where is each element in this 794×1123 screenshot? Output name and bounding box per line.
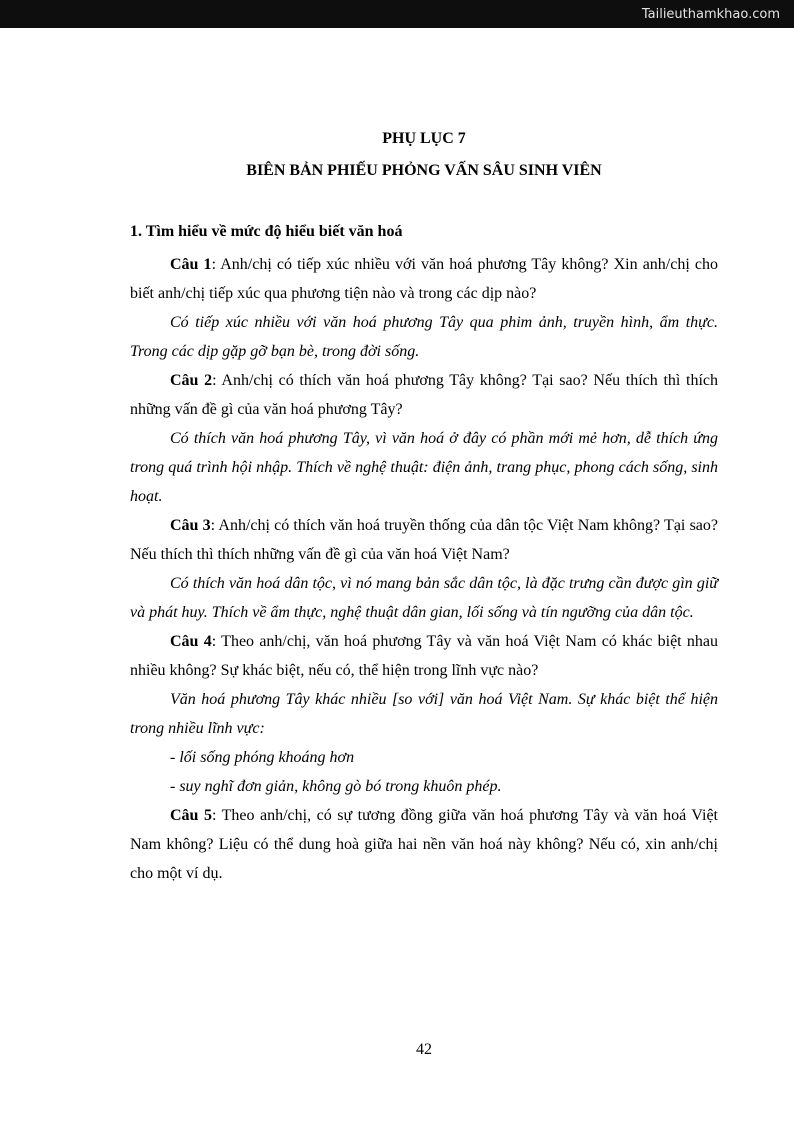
question-3-text: : Anh/chị có thích văn hoá truyền thống của dân tộc Việt Nam không? Tại sao? Nếu thích thì thích những vấn đề gì của văn hoá Việt Nam? <box>130 517 718 563</box>
appendix-title: PHỤ LỤC 7 <box>382 130 466 147</box>
answer-2: Có thích văn hoá phương Tây, vì văn hoá ở đây có phần mới mẻ hơn, dễ thích ứng trong quá trình hội nhập. Thích về nghệ thuật: điện ảnh, trang phục, phong cách sống, sinh hoạt. <box>130 430 718 505</box>
question-1-text: : Anh/chị có tiếp xúc nhiều với văn hoá phương Tây không? Xin anh/chị cho biết anh/chị tiếp xúc qua phương tiện nào và trong các dịp nào? <box>130 256 718 302</box>
question-4-text: : Theo anh/chị, văn hoá phương Tây và văn hoá Việt Nam có khác biệt nhau nhiều không? Sự khác biệt, nếu có, thể hiện trong lĩnh vực nào? <box>130 633 718 679</box>
answer-1: Có tiếp xúc nhiều với văn hoá phương Tây qua phim ảnh, truyền hình, ẩm thực. Trong các dịp gặp gỡ bạn bè, trong đời sống. <box>130 314 718 360</box>
question-2 <box>130 366 718 424</box>
page-content <box>130 28 718 888</box>
answer-4-intro: Văn hoá phương Tây khác nhiều [so với] văn hoá Việt Nam. Sự khác biệt thể hiện trong nhiều lĩnh vực: <box>130 691 718 737</box>
question-5-label: Câu 5 <box>170 807 212 824</box>
answer-4-item-2: - suy nghĩ đơn giản, không gò bó trong khuôn phép. <box>170 778 502 795</box>
watermark-link[interactable]: Tailieuthamkhao.com <box>641 6 780 22</box>
question-1-label: Câu 1 <box>170 256 212 273</box>
page-number: 42 <box>416 1041 432 1058</box>
question-4-label: Câu 4 <box>170 633 212 650</box>
question-5 <box>130 801 718 888</box>
document-title <box>130 123 718 187</box>
question-2-label: Câu 2 <box>170 372 213 389</box>
answer-4-item-1: - lối sống phóng khoáng hơn <box>170 749 355 766</box>
appendix-subtitle: BIÊN BẢN PHIẾU PHỎNG VẤN SÂU SINH VIÊN <box>246 162 602 179</box>
question-1 <box>130 250 718 308</box>
question-3 <box>130 511 718 569</box>
answer-3: Có thích văn hoá dân tộc, vì nó mang bản sắc dân tộc, là đặc trưng cần được gìn giữ và phát huy. Thích về ẩm thực, nghệ thuật dân gian, lối sống và tín ngưỡng của dân tộc. <box>130 575 718 621</box>
question-2-text: : Anh/chị có thích văn hoá phương Tây không? Tại sao? Nếu thích thì thích những vấn đề gì của văn hoá phương Tây? <box>130 372 719 418</box>
question-3-label: Câu 3 <box>170 517 211 534</box>
question-4 <box>130 627 718 685</box>
section-heading: 1. Tìm hiểu về mức độ hiểu biết văn hoá <box>130 223 403 240</box>
question-5-text: : Theo anh/chị, có sự tương đồng giữa văn hoá phương Tây và văn hoá Việt Nam không? Liệu có thể dung hoà giữa hai nền văn hoá này không? Nếu có, xin anh/chị cho một ví dụ. <box>130 807 719 882</box>
top-watermark-bar <box>0 0 794 28</box>
